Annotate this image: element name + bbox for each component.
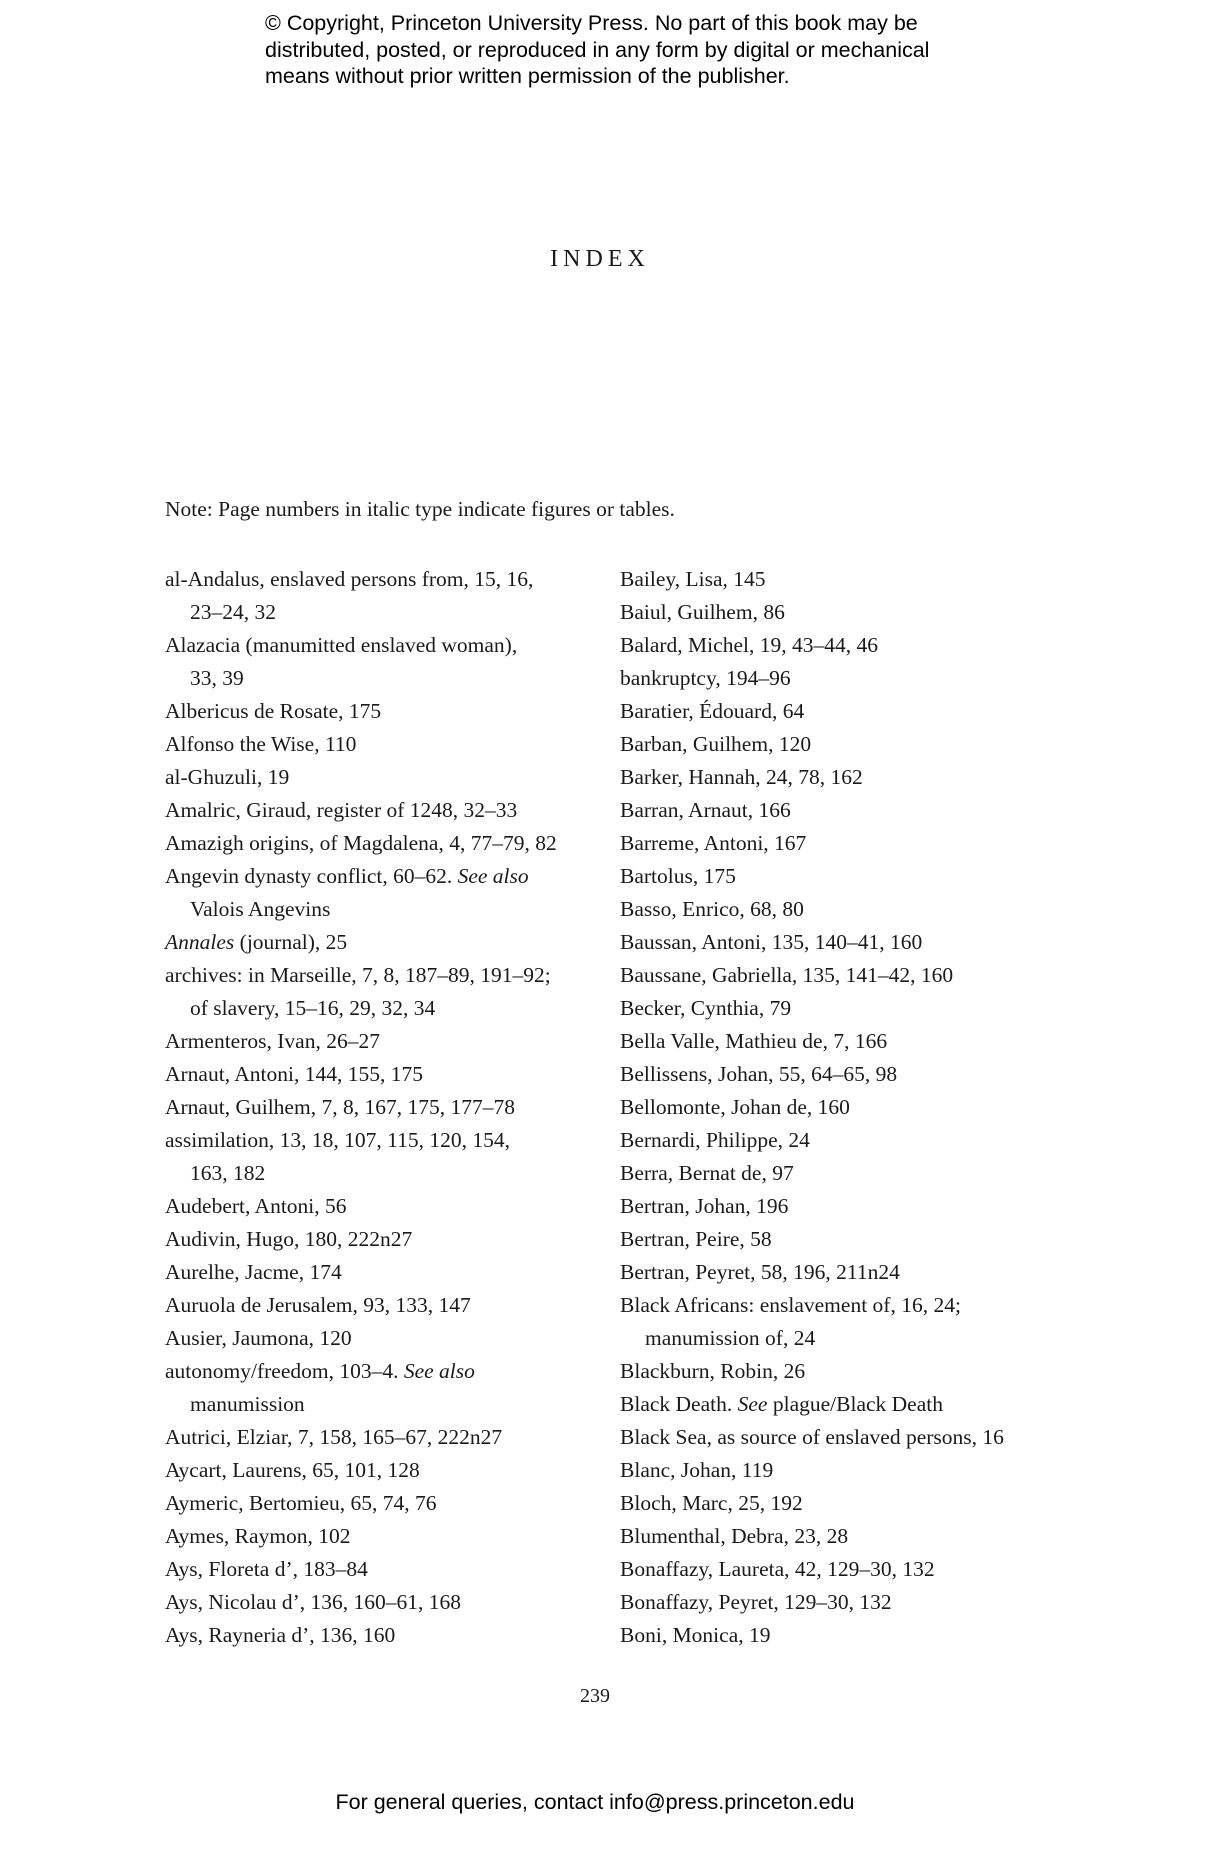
index-entry — [165, 728, 585, 761]
index-entry — [620, 662, 1060, 695]
index-entry — [620, 959, 1060, 992]
index-entry — [620, 629, 1060, 662]
entry-text: Bonaffazy, Laureta, 42, 129–30, 132 — [620, 1557, 935, 1581]
entry-text: Bertran, Peire, 58 — [620, 1227, 772, 1251]
index-entry — [620, 1025, 1060, 1058]
index-entry — [620, 1289, 1060, 1355]
entry-text: Ausier, Jaumona, 120 — [165, 1326, 352, 1350]
index-entry — [165, 1553, 585, 1586]
index-entry — [165, 1454, 585, 1487]
index-entry — [620, 1091, 1060, 1124]
entry-text: plague/Black Death — [767, 1392, 943, 1416]
entry-text: Bailey, Lisa, 145 — [620, 567, 766, 591]
entry-text: Boni, Monica, 19 — [620, 1623, 771, 1647]
copyright-line: distributed, posted, or reproduced in any form by digital or mechanical — [265, 37, 930, 62]
index-entry — [165, 1256, 585, 1289]
index-column-right — [620, 563, 1060, 1652]
index-entry — [620, 761, 1060, 794]
entry-text: Bartolus, 175 — [620, 864, 736, 888]
entry-text: (journal), 25 — [234, 930, 348, 954]
entry-text: Baussane, Gabriella, 135, 141–42, 160 — [620, 963, 954, 987]
index-entry — [165, 1091, 585, 1124]
entry-text: Bellomonte, Johan de, 160 — [620, 1095, 850, 1119]
entry-italic-title: Annales — [165, 930, 235, 954]
entry-see-reference: See — [737, 1392, 768, 1416]
index-entry — [620, 1586, 1060, 1619]
entry-see-reference: See also — [457, 864, 529, 888]
index-entry — [165, 629, 585, 695]
index-entry — [165, 695, 585, 728]
entry-continuation: 23–24, 32 — [190, 600, 276, 624]
entry-text: Becker, Cynthia, 79 — [620, 996, 792, 1020]
index-entry — [165, 794, 585, 827]
entry-continuation: manumission — [190, 1392, 305, 1416]
index-entry — [620, 1520, 1060, 1553]
entry-text: Audebert, Antoni, 56 — [165, 1194, 347, 1218]
index-entry — [620, 1124, 1060, 1157]
copyright-notice — [265, 10, 985, 90]
entry-text: Amazigh origins, of Magdalena, 4, 77–79, 82 — [165, 831, 557, 855]
index-entry — [165, 1421, 585, 1454]
entry-text: Ays, Rayneria d’, 136, 160 — [165, 1623, 396, 1647]
entry-text: Bella Valle, Mathieu de, 7, 166 — [620, 1029, 888, 1053]
index-entry — [620, 1157, 1060, 1190]
entry-text: Auruola de Jerusalem, 93, 133, 147 — [165, 1293, 471, 1317]
entry-text: Black Sea, as source of enslaved persons, 16 — [620, 1425, 1004, 1449]
index-entry — [165, 563, 585, 629]
index-entry — [620, 926, 1060, 959]
entry-text: Arnaut, Antoni, 144, 155, 175 — [165, 1062, 423, 1086]
entry-text: Aymeric, Bertomieu, 65, 74, 76 — [165, 1491, 437, 1515]
index-entry — [165, 926, 585, 959]
index-entry — [620, 860, 1060, 893]
footer-contact: For general queries, contact info@press.princeton.edu — [335, 1790, 855, 1814]
entry-text: archives: in Marseille, 7, 8, 187–89, 191–92; — [165, 963, 551, 987]
entry-text: Aurelhe, Jacme, 174 — [165, 1260, 342, 1284]
entry-text: Basso, Enrico, 68, 80 — [620, 897, 804, 921]
index-entry — [620, 794, 1060, 827]
entry-text: Baiul, Guilhem, 86 — [620, 600, 785, 624]
entry-text: Barran, Arnaut, 166 — [620, 798, 791, 822]
entry-continuation: of slavery, 15–16, 29, 32, 34 — [190, 996, 436, 1020]
index-entry — [165, 761, 585, 794]
page-number: 239 — [580, 1685, 610, 1707]
entry-text: Bloch, Marc, 25, 192 — [620, 1491, 803, 1515]
index-entry — [620, 1619, 1060, 1652]
entry-see-reference: See also — [403, 1359, 475, 1383]
index-entry — [620, 1355, 1060, 1388]
entry-continuation: Valois Angevins — [190, 897, 331, 921]
index-entry — [165, 1355, 585, 1421]
entry-text: Blumenthal, Debra, 23, 28 — [620, 1524, 849, 1548]
entry-text: Alazacia (manumitted enslaved woman), — [165, 633, 518, 657]
page-title: INDEX — [550, 246, 650, 272]
index-entry — [165, 1487, 585, 1520]
entry-text: Bernardi, Philippe, 24 — [620, 1128, 810, 1152]
entry-text: Baussan, Antoni, 135, 140–41, 160 — [620, 930, 923, 954]
index-entry — [165, 959, 585, 1025]
entry-text: autonomy/freedom, 103–4. — [165, 1359, 404, 1383]
entry-text: Albericus de Rosate, 175 — [165, 699, 382, 723]
index-entry — [165, 1619, 585, 1652]
entry-text: Armenteros, Ivan, 26–27 — [165, 1029, 380, 1053]
entry-text: al-Ghuzuli, 19 — [165, 765, 290, 789]
index-entry — [620, 992, 1060, 1025]
entry-text: Barker, Hannah, 24, 78, 162 — [620, 765, 863, 789]
entry-text: Autrici, Elziar, 7, 158, 165–67, 222n27 — [165, 1425, 503, 1449]
entry-text: Black Death. — [620, 1392, 738, 1416]
entry-text: bankruptcy, 194–96 — [620, 666, 791, 690]
entry-continuation: manumission of, 24 — [645, 1326, 816, 1350]
entry-text: Ays, Floreta d’, 183–84 — [165, 1557, 368, 1581]
copyright-line: means without prior written permission of the publisher. — [265, 64, 790, 88]
index-entry — [620, 1256, 1060, 1289]
index-entry — [620, 1454, 1060, 1487]
index-entry — [620, 1388, 1060, 1421]
entry-text: Amalric, Giraud, register of 1248, 32–33 — [165, 798, 518, 822]
copyright-line: © Copyright, Princeton University Press. No part of this book may be — [265, 11, 918, 35]
entry-text: Ays, Nicolau d’, 136, 160–61, 168 — [165, 1590, 462, 1614]
entry-text: Bertran, Johan, 196 — [620, 1194, 789, 1218]
entry-text: assimilation, 13, 18, 107, 115, 120, 154, — [165, 1128, 510, 1152]
index-entry — [620, 1487, 1060, 1520]
index-entry — [620, 563, 1060, 596]
index-entry — [620, 893, 1060, 926]
index-entry — [620, 1553, 1060, 1586]
entry-text: Baratier, Édouard, 64 — [620, 699, 805, 723]
entry-text: Bellissens, Johan, 55, 64–65, 98 — [620, 1062, 898, 1086]
entry-text: Aycart, Laurens, 65, 101, 128 — [165, 1458, 420, 1482]
entry-text: Arnaut, Guilhem, 7, 8, 167, 175, 177–78 — [165, 1095, 515, 1119]
index-entry — [620, 596, 1060, 629]
index-entry — [165, 1025, 585, 1058]
index-entry — [165, 1322, 585, 1355]
entry-text: Alfonso the Wise, 110 — [165, 732, 357, 756]
index-entry — [165, 1289, 585, 1322]
entry-text: Blanc, Johan, 119 — [620, 1458, 774, 1482]
index-entry — [620, 1190, 1060, 1223]
index-note: Note: Page numbers in italic type indicate figures or tables. — [165, 497, 675, 521]
index-entry — [165, 1586, 585, 1619]
index-entry — [165, 1190, 585, 1223]
index-entry — [165, 860, 585, 926]
entry-continuation: 33, 39 — [190, 666, 244, 690]
entry-text: Barban, Guilhem, 120 — [620, 732, 812, 756]
index-entry — [165, 827, 585, 860]
entry-text: Audivin, Hugo, 180, 222n27 — [165, 1227, 413, 1251]
index-entry — [165, 1058, 585, 1091]
index-column-left — [165, 563, 585, 1652]
entry-text: Angevin dynasty conflict, 60–62. — [165, 864, 458, 888]
entry-text: Black Africans: enslavement of, 16, 24; — [620, 1293, 961, 1317]
entry-text: Balard, Michel, 19, 43–44, 46 — [620, 633, 878, 657]
index-entry — [620, 695, 1060, 728]
entry-text: Berra, Bernat de, 97 — [620, 1161, 794, 1185]
index-entry — [620, 1223, 1060, 1256]
index-entry — [620, 728, 1060, 761]
entry-text: Blackburn, Robin, 26 — [620, 1359, 806, 1383]
index-entry — [620, 827, 1060, 860]
index-entry — [165, 1124, 585, 1190]
entry-text: Aymes, Raymon, 102 — [165, 1524, 351, 1548]
index-entry — [165, 1223, 585, 1256]
entry-continuation: 163, 182 — [190, 1161, 266, 1185]
entry-text: Bonaffazy, Peyret, 129–30, 132 — [620, 1590, 892, 1614]
entry-text: Bertran, Peyret, 58, 196, 211n24 — [620, 1260, 900, 1284]
entry-text: al-Andalus, enslaved persons from, 15, 16, — [165, 567, 534, 591]
entry-text: Barreme, Antoni, 167 — [620, 831, 807, 855]
index-entry — [620, 1421, 1060, 1454]
index-entry — [165, 1520, 585, 1553]
index-entry — [620, 1058, 1060, 1091]
